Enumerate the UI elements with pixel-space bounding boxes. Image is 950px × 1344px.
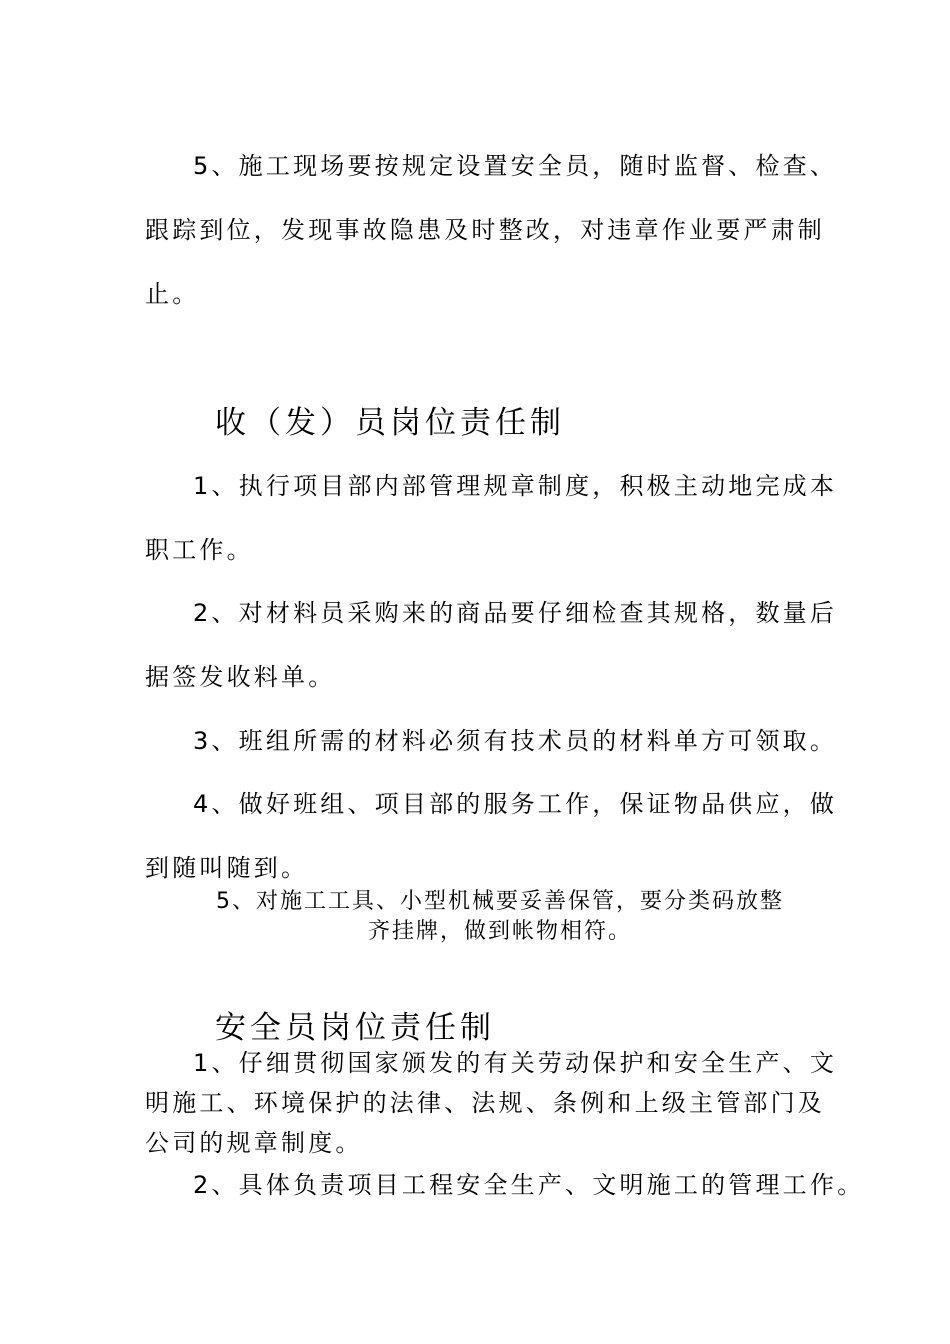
- paragraph-line: 5、对施工工具、小型机械要妥善保管，要分类码放整: [216, 889, 784, 914]
- paragraph-line: 公司的规章制度。: [145, 1129, 363, 1157]
- paragraph-line: 止。: [145, 280, 200, 308]
- paragraph-line: 3、班组所需的材料必须有技术员的材料单方可领取。: [193, 727, 838, 755]
- section-heading-safety-officer: 安全员岗位责任制: [215, 1010, 495, 1046]
- paragraph-line: 4、做好班组、项目部的服务工作，保证物品供应，做: [193, 790, 838, 818]
- paragraph-safety-item-2: [145, 1165, 864, 1205]
- paragraph-line: 5、施工现场要按规定设置安全员，随时监督、检查、: [193, 152, 838, 180]
- paragraph-item-3: [145, 709, 837, 773]
- paragraph-line: 齐挂牌，做到帐物相符。: [367, 919, 632, 944]
- paragraph-line: 据签发收料单。: [145, 663, 336, 691]
- paragraph-line: 1、执行项目部内部管理规章制度，积极主动地完成本: [193, 472, 838, 500]
- paragraph-line: 跟踪到位，发现事故隐患及时整改，对违章作业要严肃制: [145, 216, 825, 244]
- paragraph-safety-item-1: [145, 1043, 837, 1163]
- section-heading-receiving-clerk: 收（发）员岗位责任制: [215, 405, 565, 441]
- paragraph-line: 2、对材料员采购来的商品要仔细检查其规格，数量后: [193, 599, 838, 627]
- paragraph-item-5: [190, 887, 810, 947]
- paragraph-line: 2、具体负责项目工程安全生产、文明施工的管理工作。: [193, 1171, 865, 1199]
- paragraph-item-1: [145, 454, 837, 582]
- paragraph-line: 1、仔细贯彻国家颁发的有关劳动保护和安全生产、文: [193, 1049, 838, 1077]
- paragraph-item-2: [145, 581, 837, 709]
- paragraph-safety-inspection: [145, 134, 837, 326]
- paragraph-item-4: [145, 772, 837, 900]
- paragraph-line: 职工作。: [145, 536, 254, 564]
- paragraph-line: 到随叫随到。: [145, 854, 309, 882]
- paragraph-line: 明施工、环境保护的法律、法规、条例和上级主管部门及: [145, 1089, 825, 1117]
